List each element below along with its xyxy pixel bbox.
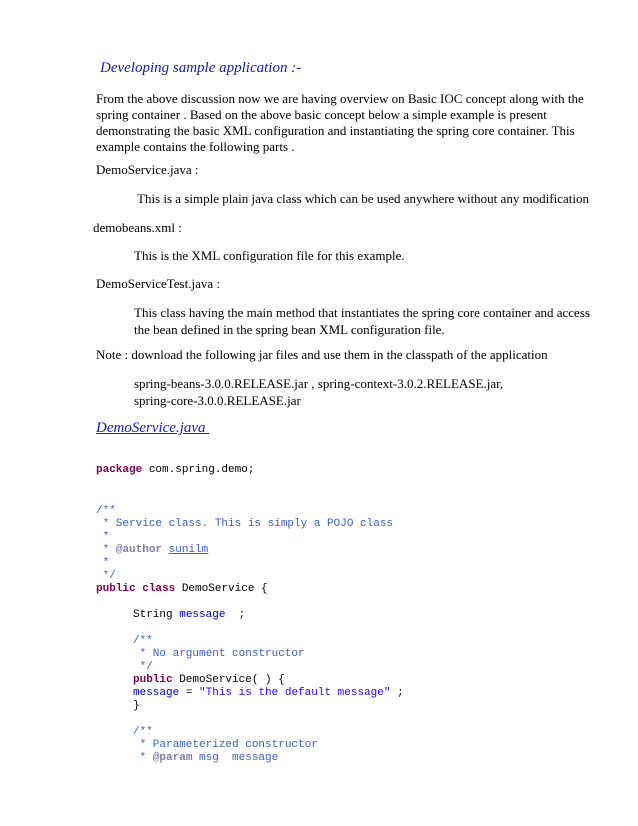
javadoc-author-tag: @author — [115, 544, 163, 556]
ctor-doc-line: * No argument constructor — [133, 648, 305, 660]
javadoc-param-tag: @param — [152, 752, 193, 764]
ctor-doc-close: */ — [133, 661, 153, 673]
javadoc-author-name: sunilm — [168, 544, 209, 556]
param-prefix: * — [133, 752, 153, 764]
part-demoservice-title: DemoService.java : — [96, 162, 199, 177]
desc-line: the bean defined in the spring bean XML configuration file. — [134, 322, 445, 337]
ctor2-param-line — [133, 752, 278, 765]
javadoc-space — [162, 544, 169, 556]
javadoc-author-line — [96, 544, 208, 557]
ctor2-doc-open: /** — [133, 726, 153, 738]
part-demoservicetest-title: DemoServiceTest.java : — [96, 276, 220, 291]
javadoc-open: /** — [96, 505, 116, 517]
jar-list — [134, 375, 503, 409]
code-package-line — [96, 464, 254, 477]
ctor-doc-open: /** — [133, 635, 153, 647]
javadoc-star: * — [96, 531, 110, 543]
section-title-demoservice[interactable]: DemoService.java — [96, 420, 210, 436]
part-demobeans-desc: This is the XML configuration file for this example. — [134, 248, 405, 263]
field-type: String — [133, 609, 180, 621]
intro-line: example contains the following parts . — [96, 139, 295, 154]
note-text: Note : download the following jar files and use them in the classpath of the application — [96, 347, 548, 362]
part-demoservicetest-desc — [134, 304, 590, 338]
jar-line: spring-beans-3.0.0.RELEASE.jar , spring-context-3.0.2.RELEASE.jar, — [134, 376, 504, 391]
keyword-public: public — [96, 583, 136, 595]
part-demobeans-title: demobeans.xml : — [93, 220, 182, 235]
keyword-class: class — [142, 583, 176, 595]
field-end: ; — [225, 609, 246, 621]
keyword-public: public — [133, 674, 173, 686]
intro-line: demonstrating the basic XML configuration and instantiating the spring core container. This — [96, 123, 575, 138]
ctor-assignment — [133, 687, 404, 700]
keyword-package: package — [96, 464, 143, 476]
jar-line: spring-core-3.0.0.RELEASE.jar — [134, 393, 301, 408]
part-demoservice-desc: This is a simple plain java class which can be used anywhere without any modification — [137, 191, 589, 206]
javadoc-star: * — [96, 557, 110, 569]
ctor-name: DemoService( ) { — [172, 674, 285, 686]
field-name: message — [179, 609, 226, 621]
class-declaration — [96, 583, 268, 596]
javadoc-prefix: * — [96, 544, 116, 556]
assign-field: message — [133, 687, 180, 699]
intro-line: From the above discussion now we are having overview on Basic IOC concept along with the — [96, 91, 584, 106]
desc-line: This class having the main method that instantiates the spring core container and access — [134, 305, 590, 320]
assign-end: ; — [390, 687, 404, 699]
assign-string: "This is the default message" — [199, 687, 391, 699]
package-name: com.spring.demo; — [142, 464, 255, 476]
ctor-close-brace: } — [133, 700, 140, 712]
page-heading: Developing sample application :- — [100, 60, 302, 76]
intro-paragraph — [96, 91, 584, 155]
ctor2-doc-line: * Parameterized constructor — [133, 739, 318, 751]
field-declaration — [133, 609, 245, 622]
assign-eq: = — [179, 687, 200, 699]
javadoc-line: * Service class. This is simply a POJO class — [96, 518, 394, 530]
ctor-declaration — [133, 674, 285, 687]
intro-line: spring container . Based on the above basic concept below a simple example is present — [96, 107, 547, 122]
class-name: DemoService { — [175, 583, 268, 595]
javadoc-close: */ — [96, 570, 116, 582]
param-desc: msg message — [192, 752, 279, 764]
